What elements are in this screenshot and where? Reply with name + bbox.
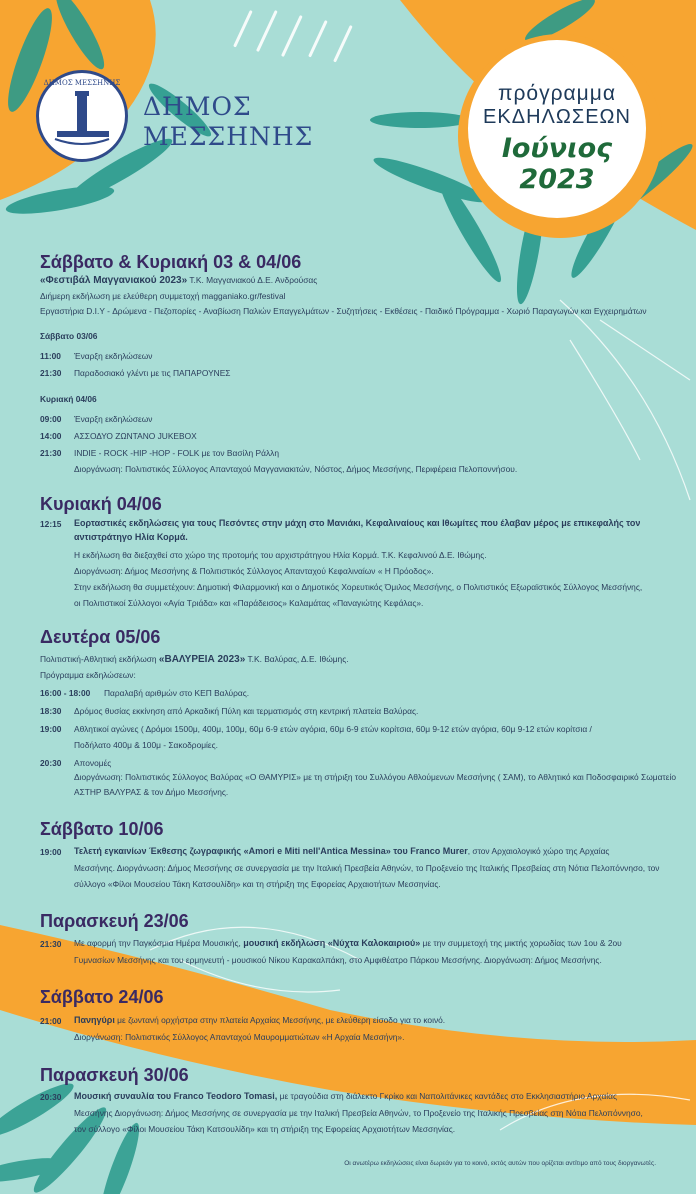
section-heading-2: Κυριακή 04/06 (40, 494, 162, 514)
s1-sun-text-1: ΑΣΣΟΔΥΟ ΖΩΝΤΑΝΟ JUKEBOX (74, 431, 197, 441)
logo-ring-text: ΔΗΜΟΣ ΜΕΣΣΗΝΗΣ (43, 79, 121, 87)
s1-sun-time-2: 21:30 (40, 448, 62, 458)
section-heading-7: Παρασκευή 30/06 (40, 1065, 189, 1085)
s7-title-bold: Μουσική συναυλία του Franco Teodoro Tomasi, (74, 1091, 278, 1101)
s3-intro-pre: Πολιτιστική-Αθλητική εκδήλωση (40, 654, 159, 664)
s3-text-0: Παραλαβή αριθμών στο ΚΕΠ Βαλύρας. (104, 688, 250, 698)
logo-name-line2: ΜΕΣΣΗΝΗΣ (143, 122, 314, 151)
s7-l3: τον σύλλογο «Φίλοι Μουσείου Τάκη Κατσουλίδη» και τη στήριξη της Εφορείας Αρχαιοτήτων Μεσσηνίας. (74, 1124, 456, 1134)
s3-intro-post: Τ.Κ. Βαλύρας, Δ.Ε. Ιθώμης. (245, 654, 349, 664)
s1-sat-time-1: 21:30 (40, 368, 62, 378)
section-heading-6: Σάββατο 24/06 (40, 987, 164, 1007)
s3-time-1: 18:30 (40, 706, 62, 716)
section-heading-4: Σάββατο 10/06 (40, 819, 164, 839)
s3-text-1: Δρόμος θυσίας εκκίνηση από Αρκαδική Πύλη και τερματισμός στη κεντρική πλατεία Βαλύρας. (74, 706, 419, 716)
s6-title-post: με ζωντανή ορχήστρα στην πλατεία Αρχαίας Μεσσήνης, με ελεύθερη είσοδο για το κοινό. (114, 1015, 446, 1025)
s2-l1: Η εκδήλωση θα διεξαχθεί στο χώρο της προτομής του αρχιστράτηγου Ηλία Κορμά. Τ.Κ. Κεφαλινού Δ.Ε. Ιθώμης. (74, 550, 487, 560)
s3-intro (40, 654, 349, 665)
s5-title-bold: μουσική εκδήλωση «Νύχτα Καλοκαιριού» (243, 938, 421, 948)
s1-sat-label: Σάββατο 03/06 (40, 331, 98, 341)
s1-sun-text-0: Έναρξη εκδηλώσεων (74, 414, 153, 424)
footer-note: Οι ανωτέρω εκδηλώσεις είναι δωρεάν για το κοινό, εκτός αυτών που ορίζεται αντίτιμο από τους διοργανωτές. (344, 1160, 656, 1167)
s1-title-rest: Τ.Κ. Μαγγανιακού Δ.Ε. Ανδρούσας (187, 275, 318, 285)
s3-intro-bold: «ΒΑΛΥΡΕΙΑ 2023» (158, 654, 246, 665)
program-badge (468, 40, 646, 218)
s2-time: 12:15 (40, 519, 62, 529)
s3-time-4: 20:30 (40, 758, 62, 768)
s3-time-2: 19:00 (40, 724, 62, 734)
s3-time-0: 16:00 - 18:00 (40, 688, 91, 698)
s2-title2: αντιστράτηγο Ηλία Κορμά. (74, 532, 188, 542)
badge-line2: ΕΚΔΗΛΩΣΕΩΝ (483, 106, 631, 128)
municipality-logo (36, 70, 128, 162)
s7-time: 20:30 (40, 1092, 62, 1102)
s1-sat-text-1: Παραδοσιακό γλέντι με τις ΠΑΠΑΡΟΥΝΕΣ (74, 368, 231, 378)
s1-sat-time-0: 11:00 (40, 351, 61, 361)
s1-line2: Διήμερη εκδήλωση με ελεύθερη συμμετοχή magganiako.gr/festival (40, 291, 286, 301)
s1-sat-text-0: Έναρξη εκδηλώσεων (74, 351, 153, 361)
s6-time: 21:00 (40, 1016, 62, 1026)
s2-l2: Διοργάνωση: Δήμος Μεσσήνης & Πολιτιστικός Σύλλογος Απανταχού Κεφαλιναίων « Η Πρόοδος». (74, 566, 434, 576)
badge-line3: Ιούνιος 2023 (501, 133, 613, 195)
s3-prog: Πρόγραμμα εκδηλώσεων: (40, 670, 136, 680)
s1-title (40, 275, 317, 286)
s4-title-mid: του Franco Murer (390, 846, 468, 856)
s1-sun-label: Κυριακή 04/06 (40, 394, 97, 404)
s7-title (74, 1091, 617, 1102)
s5-l2: Γυμνασίων Μεσσήνης και του ερμηνευτή - μουσικού Νίκου Καρακαλπάκη, στο Αμφιθέατρο Πάρκου Μεσσήνης. Διοργάνωση: Δήμος Μεσσήνης. (74, 955, 602, 965)
s7-title-post: με τραγούδια στη διάλεκτο Γκρίκο και Ναπολιτάνικες καντάδες στο Εκκλησιαστήριο Αρχαίας (277, 1091, 618, 1101)
s2-l4: οι Πολιτιστικοί Σύλλογοι «Αγία Τριάδα» και «Παράδεισος» Καλαμάτας «Παναγιώτης Κεφάλας». (74, 598, 424, 608)
s1-sun-text-2: INDIE - ROCK -HIP -HOP - FOLK με τον Βασίλη Ράλλη (74, 448, 279, 458)
s1-sun-time-1: 14:00 (40, 431, 62, 441)
logo-name-line1: ΔΗΜΟΣ (143, 92, 252, 121)
section-heading-3: Δευτέρα 05/06 (40, 627, 161, 647)
s3-org2: ΑΣΤΗΡ ΒΑΛΥΡΑΣ & τον Δήμο Μεσσήνης. (74, 787, 229, 797)
s2-l3: Στην εκδήλωση θα συμμετέχουν: Δημοτική Φιλαρμονική και ο Δημοτικός Χορευτικός Όμιλος Μεσσήνης, ο Πολιτιστικός Εξωραϊστικός Σύλλογος Μεσσήνης, (74, 582, 643, 592)
s1-sun-time-0: 09:00 (40, 414, 62, 424)
s1-organizers: Διοργάνωση: Πολιτιστικός Σύλλογος Απανταχού Μαγγανιακιτών, Νόστος, Δήμος Μεσσήνης, Περιφέρεια Πελοποννήσου. (74, 464, 518, 474)
tower-icon (39, 73, 125, 159)
s1-title-bold: «Φεστιβάλ Μαγγανιακού 2023» (40, 275, 188, 286)
s1-line3: Εργαστήρια D.I.Y - Δρώμενα - Πεζοπορίες - Αναβίωση Παλιών Επαγγελμάτων - Συζητήσεις - Εκθέσεις - Παιδικό Πρόγραμμα - Χωριό Παραγωγών και Εγχειρημάτων (40, 306, 647, 316)
s5-title (74, 938, 622, 949)
s6-l2: Διοργάνωση: Πολιτιστικός Σύλλογος Απανταχού Μαυρομματιώτων «Η Αρχαία Μεσσήνη». (74, 1032, 405, 1042)
badge-line1: πρόγραμμα (497, 82, 617, 105)
s7-l2: Μεσσήνης Διοργάνωση: Δήμος Μεσσήνης σε συνεργασία με την Ιταλική Πρεσβεία Αθηνών, το Προξενείο της Ιταλικής Πρεσβείας στη Νότια Πελοπόννησο, (74, 1108, 643, 1118)
s4-time: 19:00 (40, 847, 62, 857)
s4-title-pre: Τελετή εγκαινίων Έκθεσης ζωγραφικής (74, 846, 244, 856)
section-heading-1: Σάββατο & Κυριακή 03 & 04/06 (40, 252, 302, 272)
s6-title-bold: Πανηγύρι (74, 1015, 115, 1025)
s4-l3: σύλλογο «Φίλοι Μουσείου Τάκη Κατσουλίδη» και τη στήριξη της Εφορείας Αρχαιοτήτων Μεσσηνίας. (74, 879, 441, 889)
s3-text-2: Αθλητικοί αγώνες ( Δρόμοι 1500μ, 400μ, 100μ, 60μ 6-9 ετών αγόρια, 60μ 6-9 ετών κορίτσια, 60μ 9-12 ετών αγόρια, 60μ 9-12 ετών κορίτσια / (74, 724, 592, 734)
s3-org1: Διοργάνωση: Πολιτιστικός Σύλλογος Βαλύρας «Ο ΘΑΜΥΡΙΣ» με τη στήριξη του Συλλόγου Αθλούμενων Μεσσήνης ( ΣΑΜ), το Αθλητικό και Ποδοσφαιρικό Σωματείο (74, 772, 676, 782)
s3-text-4: Απονομές (74, 758, 112, 768)
section-heading-5: Παρασκευή 23/06 (40, 911, 189, 931)
s4-l2: Μεσσήνης. Διοργάνωση: Δήμος Μεσσήνης σε συνεργασία με την Ιταλική Πρεσβεία Αθηνών, το Προξενείο της Ιταλικής Πρεσβείας στη Νότια Πελοπόννησο, τον (74, 863, 660, 873)
s4-title (74, 846, 609, 857)
s4-title-bold: «Amori e Miti nell'Antica Messina» (243, 846, 391, 856)
s5-title-post: με την συμμετοχή της μικτής χορωδίας των 1ου & 2ου (420, 938, 622, 948)
s3-text-3: Ποδήλατο 400μ & 100μ - Σακοδρομίες. (74, 740, 219, 750)
s2-title1: Εορταστικές εκδηλώσεις για τους Πεσόντες στην μάχη στο Μανιάκι, Κεφαλιναίους και Ιθωμίτες που έλαβαν μέρος με επικεφαλής τον (74, 518, 641, 528)
s5-time: 21:30 (40, 939, 62, 949)
s5-title-pre: Με αφορμή την Παγκόσμια Ημέρα Μουσικής, (74, 938, 244, 948)
s6-title (74, 1015, 445, 1026)
municipality-name (143, 92, 313, 152)
s4-title-post: , στον Αρχαιολογικό χώρο της Αρχαίας (467, 846, 610, 856)
